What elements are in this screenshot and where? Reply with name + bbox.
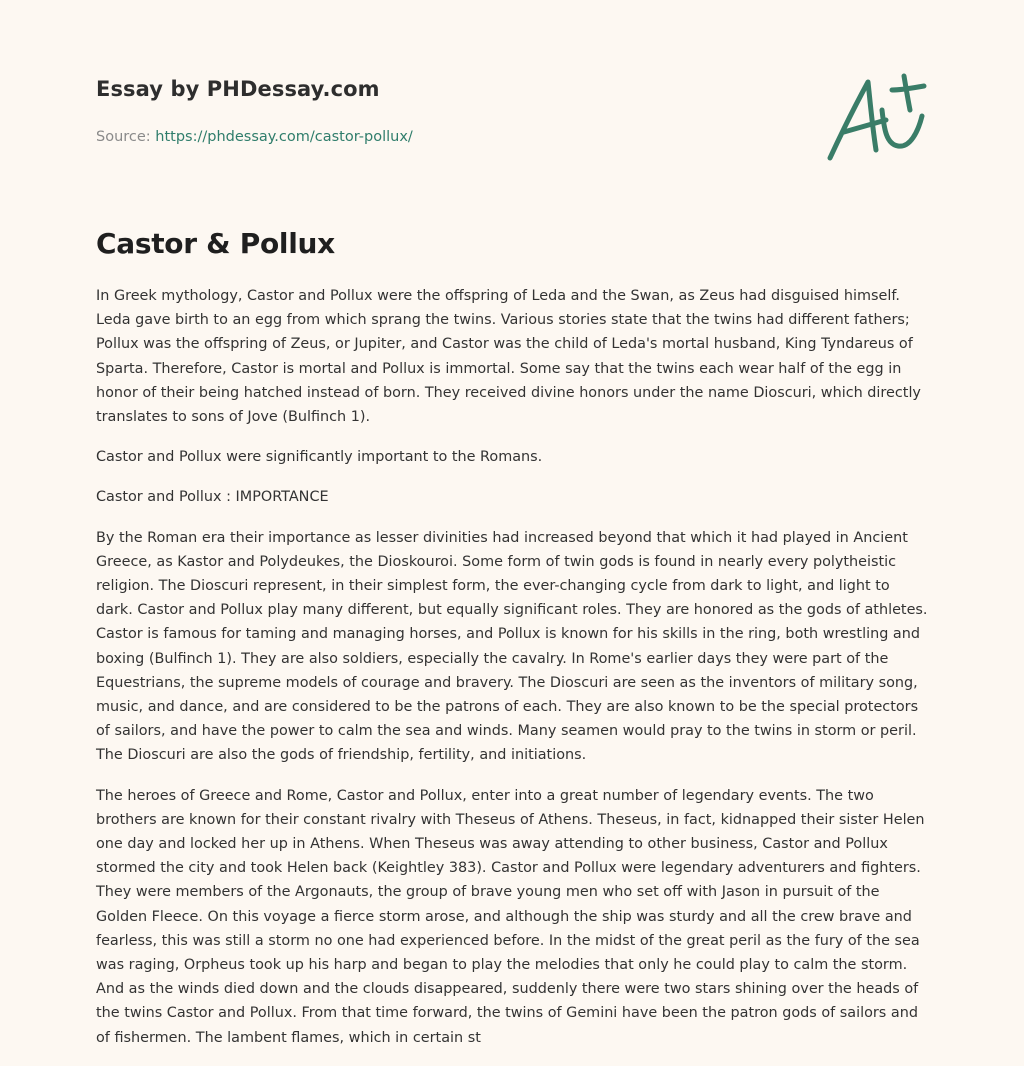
paragraph-romans: Castor and Pollux were significantly important to the Romans. [96, 449, 543, 466]
essay-header [96, 74, 696, 147]
paragraph-legends: The heroes of Greece and Rome, Castor and Pollux, enter into a great number of legendary events. The two brothers are known for their constant rivalry with Theseus of Athens. Theseus, in fact, kidnapped their sister Helen one day and locked her up in Athens. When Theseus was away attending to other business, Castor and Pollux stormed the city and took Helen back (Keightley 383). Castor and Pollux were legendary adventurers and fighters. They were members of the Argonauts, the group of brave young men who set off with Jason in pursuit of the Golden Fleece. On this voyage a fierce storm arose, and although the ship was sturdy and all the crew brave and fearless, this was still a storm no one had experienced before. In the midst of the great peril as the fury of the sea was raging, Orpheus took up his harp and began to play the melodies that only he could play to calm the storm. And as the winds died down and the clouds disappeared, suddenly there were two stars shining over the heads of the twins Castor and Pollux. From that time forward, the twins of Gemini have been the patron gods of sailors and of fishermen. The lambent flames, which in certain st [96, 787, 925, 1046]
source-line [96, 127, 696, 147]
paragraph-importance: By the Roman era their importance as lesser divinities had increased beyond that which it had played in Ancient Greece, as Kastor and Polydeukes, the Dioskouroi. Some form of twin gods is found in nearly every polytheistic religion. The Dioscuri represent, in their simplest form, the ever-changing cycle from dark to light, and light to dark. Castor and Pollux play many different, but equally significant roles. They are honored as the gods of athletes. Castor is famous for taming and managing horses, and Pollux is known for his skills in the ring, both wrestling and boxing (Bulfinch 1). They are also soldiers, especially the cavalry. In Rome's earlier days they were part of the Equestrians, the supreme models of courage and bravery. The Dioscuri are seen as the inventors of military song, music, and dance, and are considered to be the patrons of each. They are also known to be the special protectors of sailors, and have the power to calm the sea and winds. Many seamen would pray to the twins in storm or peril. The Dioscuri are also the gods of friendship, fertility, and initiations. [96, 529, 928, 764]
article [96, 224, 928, 1066]
source-link[interactable]: https://phdessay.com/castor-pollux/ [155, 129, 413, 145]
site-brand: Essay by PHDessay.com [96, 77, 380, 101]
a-plus-icon [822, 70, 928, 164]
article-title: Castor & Pollux [96, 227, 335, 260]
paragraph-origin: In Greek mythology, Castor and Pollux were the offspring of Leda and the Swan, as Zeus had disguised himself. Leda gave birth to an egg from which sprang the twins. Various stories state that the twins had different fathers; Pollux was the offspring of Zeus, or Jupiter, and Castor was the child of Leda's mortal husband, King Tyndareus of Sparta. Therefore, Castor is mortal and Pollux is immortal. Some say that the twins each wear half of the egg in honor of their being hatched instead of born. They received divine honors under the name Dioscuri, which directly translates to sons of Jove (Bulfinch 1). [96, 288, 921, 426]
section-subheading: Castor and Pollux : IMPORTANCE [96, 489, 329, 506]
source-label: Source: [96, 129, 151, 145]
